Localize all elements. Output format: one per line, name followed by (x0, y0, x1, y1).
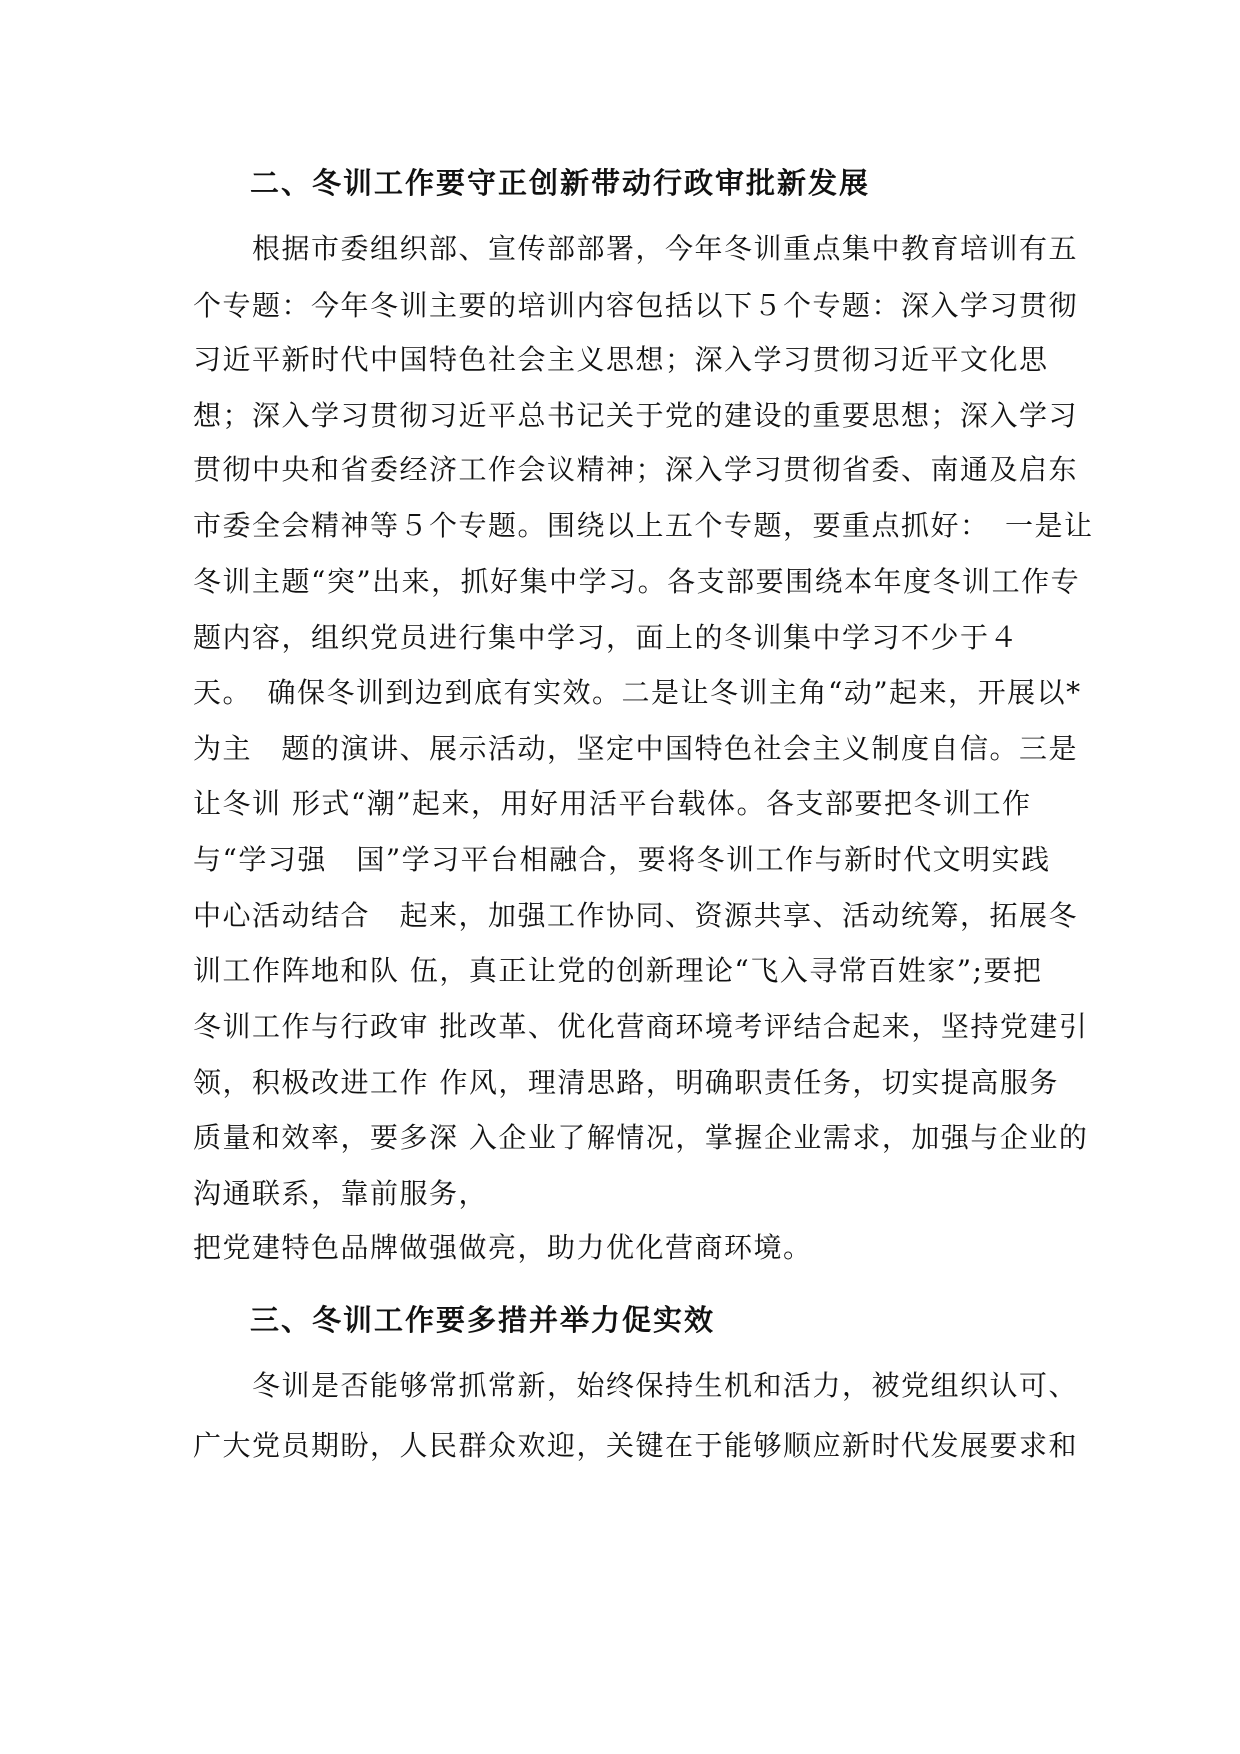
paragraph-line: 为主 题的演讲、展示活动，坚定中国特色社会主义制度自信。三是 (193, 732, 1079, 765)
paragraph-line: 冬训主题“突”出来，抓好集中学习。各支部要围绕本年度冬训工作专 (193, 565, 1081, 598)
paragraph-line: 与“学习强 国”学习平台相融合，要将冬训工作与新时代文明实践 (193, 843, 1051, 876)
paragraph-line: 冬训工作与行政审 批改革、优化营商环境考评结合起来，坚持党建引 (193, 1010, 1089, 1043)
section-heading: 三、冬训工作要多措并举力促实效 (250, 1303, 716, 1337)
section-heading: 二、冬训工作要守正创新带动行政审批新发展 (250, 166, 871, 200)
paragraph-line: 市委全会精神等５个专题。围绕以上五个专题，要重点抓好： 一是让 (193, 509, 1094, 542)
paragraph-line: 想；深入学习贯彻习近平总书记关于党的建设的重要思想；深入学习 (193, 399, 1079, 432)
paragraph-line: 题内容，组织党员进行集中学习，面上的冬训集中学习不少于４ (193, 621, 1020, 654)
paragraph-line: 广大党员期盼，人民群众欢迎，关键在于能够顺应新时代发展要求和 (193, 1429, 1079, 1462)
paragraph-line: 沟通联系，靠前服务， (193, 1177, 489, 1210)
paragraph-line: 贯彻中央和省委经济工作会议精神；深入学习贯彻省委、南通及启东 (193, 453, 1079, 486)
paragraph-line: 把党建特色品牌做强做亮，助力优化营商环境。 (193, 1231, 813, 1264)
paragraph-line: 天。 确保冬训到边到底有实效。二是让冬训主角“动”起来，开展以* (193, 676, 1082, 709)
paragraph-line: 冬训是否能够常抓常新，始终保持生机和活力，被党组织认可、 (193, 1369, 1079, 1402)
paragraph-line: 习近平新时代中国特色社会主义思想；深入学习贯彻习近平文化思 (193, 343, 1049, 376)
paragraph-line: 训工作阵地和队 伍，真正让党的创新理论“飞入寻常百姓家”;要把 (193, 954, 1043, 987)
paragraph-line: 质量和效率，要多深 入企业了解情况，掌握企业需求，加强与企业的 (193, 1121, 1089, 1154)
paragraph-line: 根据市委组织部、宣传部部署，今年冬训重点集中教育培训有五 (193, 232, 1079, 265)
paragraph-line: 让冬训 形式“潮”起来，用好用活平台载体。各支部要把冬训工作 (193, 787, 1032, 820)
paragraph-line: 中心活动结合 起来，加强工作协同、资源共享、活动统筹，拓展冬 (193, 899, 1079, 932)
paragraph-line: 领，积极改进工作 作风，理清思路，明确职责任务，切实提高服务 (193, 1066, 1059, 1099)
paragraph-line: 个专题：今年冬训主要的培训内容包括以下５个专题：深入学习贯彻 (193, 289, 1079, 322)
